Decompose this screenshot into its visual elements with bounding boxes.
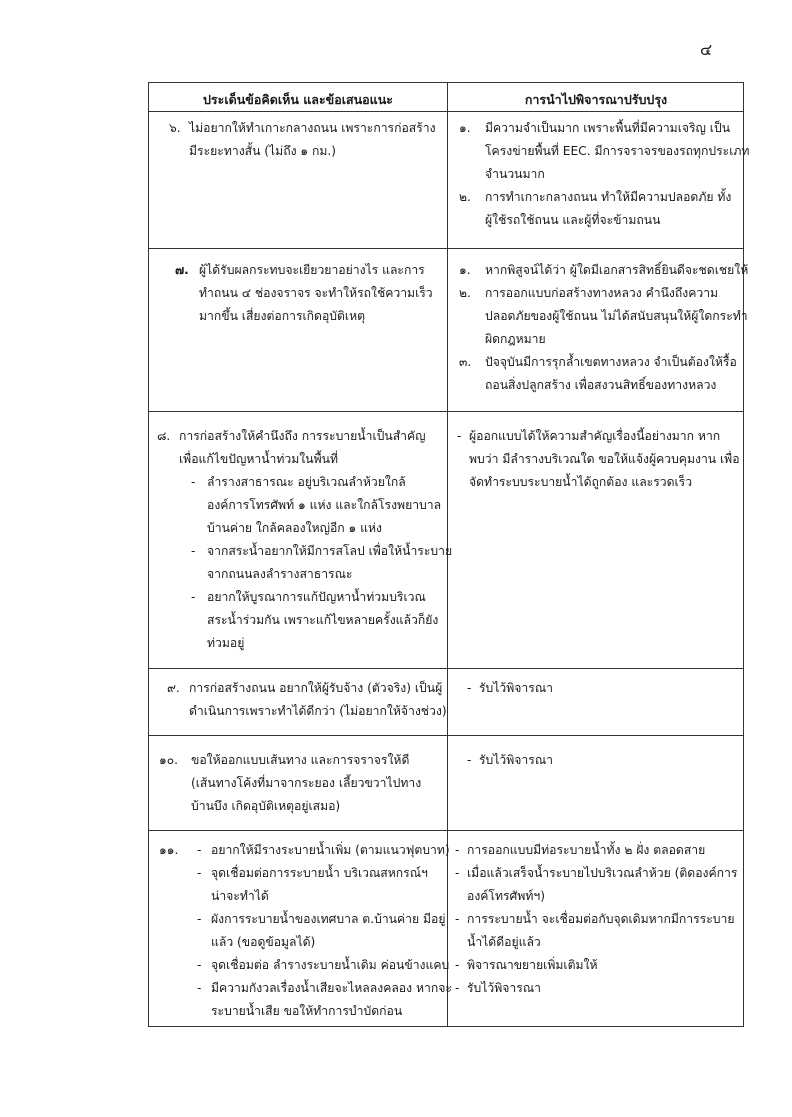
response-line: น้ำได้ดีอยู่แล้ว <box>467 935 541 949</box>
response-line: เมื่อแล้วเสร็จน้ำระบายไปบริเวณลำห้วย (ติดองค์การ <box>467 866 738 880</box>
bullet-dash: - <box>197 912 202 926</box>
subitem-line: แล้ว (ขอดูข้อมูลได้) <box>211 935 316 949</box>
response-line: ผู้ใช้รถใช้ถนน และผู้ที่จะข้ามถนน <box>485 213 661 227</box>
comment-line: บ้านบึง เกิดอุบัติเหตุอยู่เสมอ) <box>191 799 341 813</box>
response-line: การออกแบบมีท่อระบายน้ำทั้ง ๒ ฝั่ง ตลอดสาย <box>467 843 706 857</box>
response-number: - <box>455 912 460 926</box>
comment-number: ๙. <box>167 681 180 695</box>
response-number: - <box>457 429 462 443</box>
row-divider <box>149 668 743 669</box>
bullet-dash: - <box>191 475 196 489</box>
header-divider <box>149 111 743 112</box>
subitem-line: บ้านค่าย ใกล้คลองใหญ่อีก ๑ แห่ง <box>207 521 383 535</box>
header-comments: ประเด็นข้อคิดเห็น และข้อเสนอแนะ <box>203 92 393 107</box>
comment-line: ดำเนินการเพราะทำได้ดีกว่า (ไม่อยากให้จ้างช่วง) <box>189 704 447 718</box>
response-number: - <box>455 981 460 995</box>
subitem-line: มีความกังวลเรื่องน้ำเสียจะไหลลงคลอง หากจะ <box>211 981 452 995</box>
subitem-line: อยากให้มีรางระบายน้ำเพิ่ม (ตามแนวฟุตบาท) <box>211 843 450 857</box>
response-number: - <box>455 843 460 857</box>
comment-line: ขอให้ออกแบบเส้นทาง และการจราจรให้ดี <box>191 753 410 767</box>
response-number: ๑. <box>459 121 471 135</box>
response-line: จัดทำระบบระบายน้ำได้ถูกต้อง และรวดเร็ว <box>469 475 693 489</box>
page-number: ๔ <box>700 40 713 59</box>
response-number: - <box>455 866 460 880</box>
comment-number: ๘. <box>157 429 171 443</box>
subitem-line: ผังการระบายน้ำของเทศบาล ต.บ้านค่าย มีอยู่ <box>211 912 446 926</box>
comment-line: การก่อสร้างให้คำนึงถึง การระบายน้ำเป็นสำคัญ <box>179 429 426 443</box>
subitem-line: จุดเชื่อมต่อ ลำรางระบายน้ำเดิม ค่อนข้างแคบ <box>211 958 450 972</box>
comment-number: ๗. <box>175 263 189 277</box>
response-line: ปลอดภัยของผู้ใช้ถนน ไม่ได้สนับสนุนให้ผู้ใดกระทำ <box>485 309 748 323</box>
comment-line: ผู้ได้รับผลกระทบจะเยียวยาอย่างไร และการ <box>199 263 425 277</box>
bullet-dash: - <box>197 981 202 995</box>
response-8 <box>457 425 741 494</box>
response-line: ผู้ออกแบบได้ให้ความสำคัญเรื่องนี้อย่างมาก หาก <box>469 429 721 443</box>
subitem-line: สระน้ำร่วมกัน เพราะแก้ไขหลายครั้งแล้วก็ยัง <box>207 613 439 627</box>
comment-line: ไม่อยากให้ทำเกาะกลางถนน เพราะการก่อสร้าง <box>189 121 436 135</box>
comment-number: ๑๐. <box>159 753 179 767</box>
comment-7 <box>175 259 439 328</box>
response-6 <box>459 117 750 232</box>
comment-line: (เส้นทางโค้งที่มาจากระยอง เลี้ยวขวาไปทาง <box>191 776 422 790</box>
subitem-line: จุดเชื่อมต่อการระบายน้ำ บริเวณสหกรณ์ฯ <box>211 866 428 880</box>
comment-line: ทำถนน ๔ ช่องจราจร จะทำให้รถใช้ความเร็ว <box>199 286 433 300</box>
subitem-line: ระบายน้ำเสีย ขอให้ทำการบำบัดก่อน <box>211 1004 403 1018</box>
response-line: พิจารณาขยายเพิ่มเติมให้ <box>467 958 598 972</box>
response-number: ๓. <box>459 355 472 369</box>
comment-line: มากขึ้น เสี่ยงต่อการเกิดอุบัติเหตุ <box>199 309 366 323</box>
response-number: - <box>467 753 472 767</box>
bullet-dash: - <box>191 590 196 604</box>
response-line: การระบายน้ำ จะเชื่อมต่อกับจุดเดิมหากมีการระบาย <box>467 912 735 926</box>
response-number: ๑. <box>459 263 471 277</box>
row-divider <box>149 735 743 736</box>
response-line: โครงข่ายพื้นที่ EEC. มีการจราจรของรถทุกประเภท <box>485 144 750 158</box>
response-line: การออกแบบก่อสร้างทางหลวง คำนึงถึงความ <box>485 286 719 300</box>
subitem-line: องค์การโทรศัพท์ ๑ แห่ง และใกล้โรงพยาบาล <box>207 498 442 512</box>
subitem-line: จากถนนลงลำรางสาธารณะ <box>207 567 353 581</box>
header-improvements: การนำไปพิจารณาปรับปรุง <box>524 92 668 107</box>
comment-number: ๖. <box>169 121 181 135</box>
response-9 <box>467 677 737 700</box>
comment-line: การก่อสร้างถนน อยากให้ผู้รับจ้าง (ตัวจริง) เป็นผู้ <box>189 681 443 695</box>
response-7 <box>459 259 749 397</box>
response-11 <box>455 839 741 1000</box>
subitem-line: ลำรางสาธารณะ อยู่บริเวณลำห้วยใกล้ <box>207 475 406 489</box>
subitem-line: จากสระน้ำอยากให้มีการสโลป เพื่อให้น้ำระบาย <box>207 544 453 558</box>
row-divider <box>149 248 743 249</box>
comment-10 <box>159 749 441 818</box>
subitem-line: อยากให้บูรณาการแก้ปัญหาน้ำท่วมบริเวณ <box>207 590 426 604</box>
comment-line: มีระยะทางสั้น (ไม่ถึง ๑ กม.) <box>189 144 337 158</box>
response-line: ถอนสิ่งปลูกสร้าง เพื่อสงวนสิทธิ์ของทางหลวง <box>485 378 717 392</box>
response-line: มีความจำเป็นมาก เพราะพื้นที่มีความเจริญ เป็น <box>485 121 731 135</box>
response-line: รับไว้พิจารณา <box>479 753 553 767</box>
response-line: รับไว้พิจารณา <box>479 681 553 695</box>
response-line: ปัจจุบันมีการรุกล้ำเขตทางหลวง จำเป็นต้องให้รื้อ <box>485 355 737 369</box>
bullet-dash: - <box>191 544 196 558</box>
bullet-dash: - <box>197 958 202 972</box>
response-number: - <box>467 681 472 695</box>
subitem-line: ท่วมอยู่ <box>207 636 245 650</box>
bullet-dash: - <box>197 843 202 857</box>
row-divider <box>149 830 743 831</box>
bullet-dash: - <box>197 866 202 880</box>
comment-table <box>148 82 750 1027</box>
response-line: หากพิสูจน์ได้ว่า ผู้ใดมีเอกสารสิทธิ์ยินดีจะชดเชยให้ <box>485 263 749 277</box>
response-line: ผิดกฎหมาย <box>485 332 546 346</box>
response-line: จำนวนมาก <box>485 167 545 181</box>
response-number: ๒. <box>459 190 471 204</box>
response-line: องค์โทรศัพท์ฯ) <box>467 889 545 903</box>
response-number: - <box>455 958 460 972</box>
response-10 <box>467 749 737 772</box>
response-line: การทำเกาะกลางถนน ทำให้มีความปลอดภัย ทั้ง <box>485 190 732 204</box>
comment-9 <box>167 677 447 723</box>
response-line: พบว่า มีลำรางบริเวณใด ขอให้แจ้งผู้ควบคุมงาน เพื่อ <box>469 452 740 466</box>
response-number: ๒. <box>459 286 471 300</box>
comment-8 <box>157 425 453 655</box>
comment-11 <box>159 839 452 1023</box>
row-divider <box>149 411 743 412</box>
comment-6 <box>169 117 439 163</box>
subitem-line: น่าจะทำได้ <box>211 889 269 903</box>
comment-line: เพื่อแก้ไขปัญหาน้ำท่วมในพื้นที่ <box>179 452 338 466</box>
comment-number: ๑๑. <box>159 843 179 857</box>
response-line: รับไว้พิจารณา <box>467 981 541 995</box>
